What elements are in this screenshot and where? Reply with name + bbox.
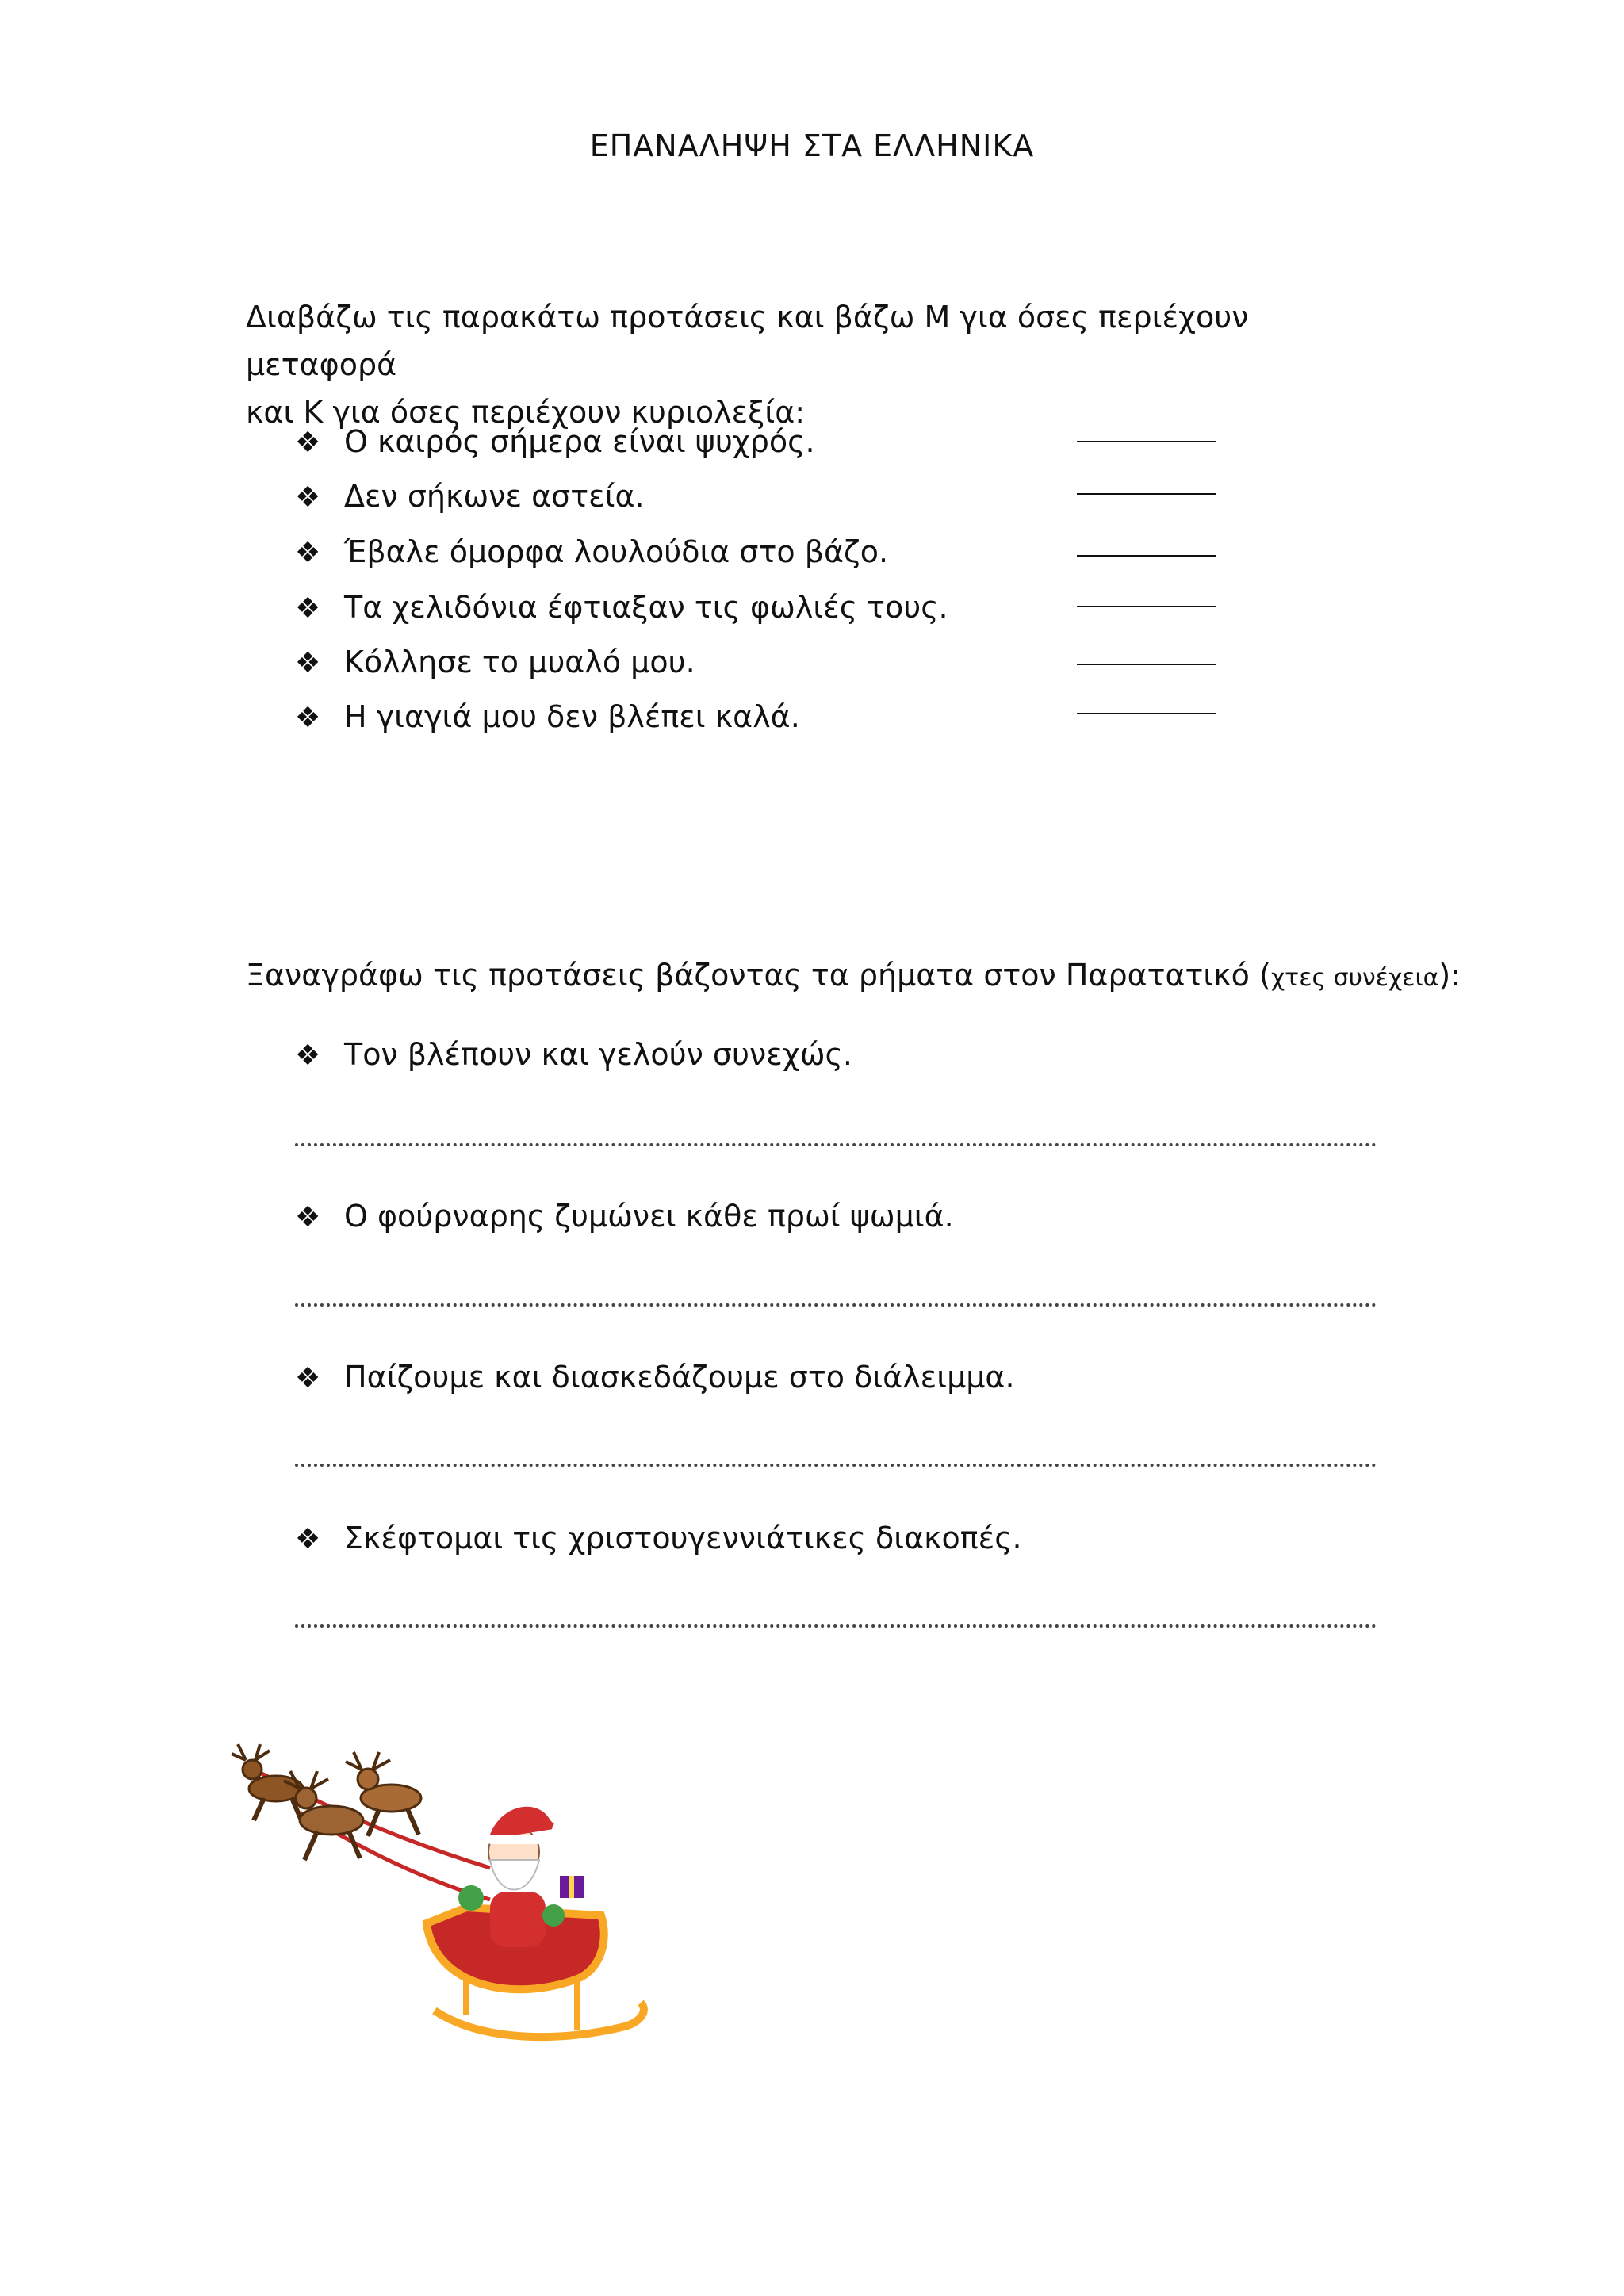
exercise2-item	[295, 1197, 954, 1237]
page-title: ΕΠΑΝΑΛΗΨΗ ΣΤΑ ΕΛΛΗΝΙΚΑ	[589, 128, 1035, 163]
answer-line[interactable]	[1077, 713, 1216, 714]
answer-line[interactable]	[1077, 441, 1216, 442]
bullet-icon: ❖	[295, 702, 321, 734]
exercise1-item	[295, 423, 815, 462]
exercise2-instruction-end: ):	[1438, 958, 1461, 993]
exercise2-item	[295, 1519, 1022, 1559]
bullet-icon: ❖	[295, 1039, 321, 1072]
bullet-icon: ❖	[295, 1201, 321, 1234]
bullet-icon: ❖	[295, 1523, 321, 1556]
exercise2-instruction	[246, 951, 1461, 1002]
exercise2-item-text: Ο φούρναρης ζυμώνει κάθε πρωί ψωμιά.	[344, 1199, 954, 1234]
answer-dotted-line[interactable]	[295, 1624, 1377, 1628]
exercise1-item-text: Η γιαγιά μου δεν βλέπει καλά.	[344, 699, 800, 734]
bullet-icon: ❖	[295, 537, 321, 569]
exercise1-item-text: Δεν σήκωνε αστεία.	[344, 479, 645, 514]
answer-line[interactable]	[1077, 555, 1216, 557]
santa-sleigh-reindeer-icon	[228, 1741, 657, 2090]
bullet-icon: ❖	[295, 427, 321, 459]
exercise1-item-text: Έβαλε όμορφα λουλούδια στο βάζο.	[344, 534, 889, 569]
bullet-icon: ❖	[295, 592, 321, 625]
exercise1-instruction-line2: και Κ για όσες περιέχουν κυριολεξία:	[246, 395, 806, 430]
exercise2-item-text: Σκέφτομαι τις χριστουγεννιάτικες διακοπές.	[344, 1521, 1022, 1556]
answer-dotted-line[interactable]	[295, 1464, 1377, 1467]
exercise1-item-text: Ο καιρός σήμερα είναι ψυχρός.	[344, 424, 815, 459]
exercise1-instruction-line1: Διαβάζω τις παρακάτω προτάσεις και βάζω Μ για όσες περιέχουν μεταφορά	[246, 300, 1249, 382]
exercise1-instruction	[246, 293, 1388, 436]
exercise2-item-text: Παίζουμε και διασκεδάζουμε στο διάλειμμα.	[344, 1360, 1015, 1395]
exercise2-instruction-hint: χτες συνέχεια	[1270, 964, 1439, 992]
answer-dotted-line[interactable]	[295, 1303, 1377, 1307]
exercise1-item	[295, 533, 888, 572]
answer-line[interactable]	[1077, 664, 1216, 665]
exercise1-item-text: Κόλλησε το μυαλό μου.	[344, 645, 695, 679]
answer-dotted-line[interactable]	[295, 1143, 1377, 1146]
bullet-icon: ❖	[295, 647, 321, 679]
answer-line[interactable]	[1077, 606, 1216, 607]
exercise2-instruction-main: Ξαναγράφω τις προτάσεις βάζοντας τα ρήματα στον Παρατατικό (	[246, 958, 1271, 993]
answer-line[interactable]	[1077, 493, 1216, 495]
exercise2-item	[295, 1358, 1015, 1398]
bullet-icon: ❖	[295, 1362, 321, 1395]
exercise1-item	[295, 477, 645, 517]
exercise1-item	[295, 698, 800, 737]
exercise1-item	[295, 588, 948, 628]
bullet-icon: ❖	[295, 481, 321, 514]
exercise2-item	[295, 1035, 852, 1075]
exercise1-item-text: Τα χελιδόνια έφτιαξαν τις φωλιές τους.	[344, 590, 948, 625]
exercise2-item-text: Τον βλέπουν και γελούν συνεχώς.	[344, 1037, 852, 1072]
exercise1-item	[295, 643, 695, 683]
